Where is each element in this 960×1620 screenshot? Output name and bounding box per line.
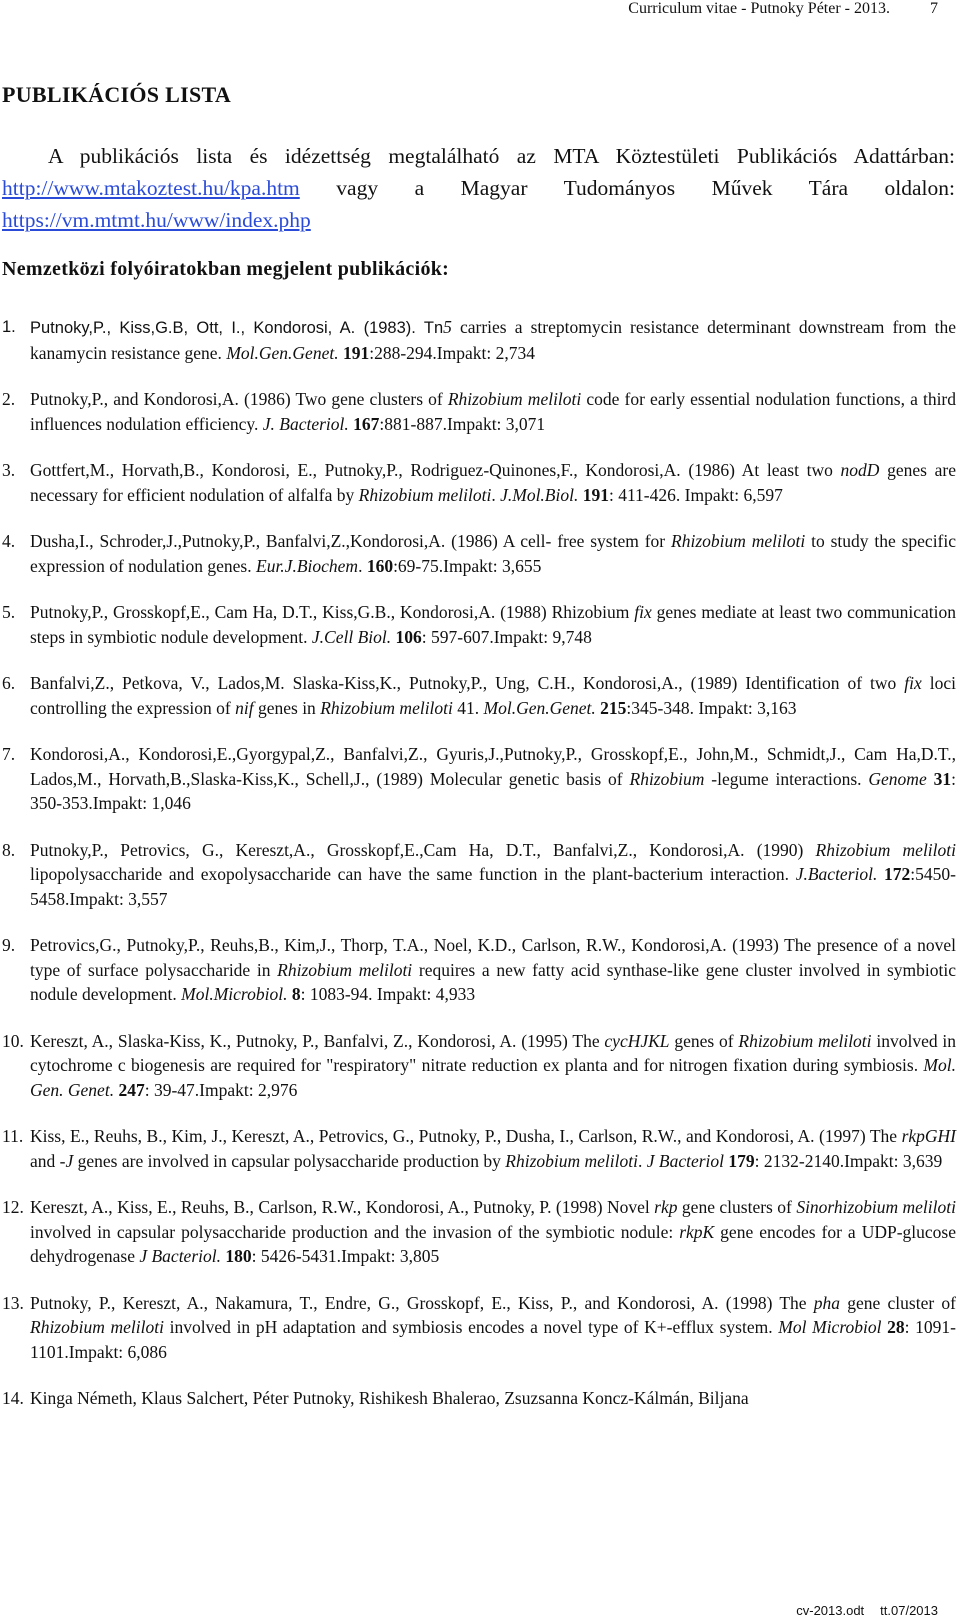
publication-authors: Putnoky,P., Kiss,G.B, Ott, I., Kondorosi, A. (1983). Tn: [30, 319, 444, 337]
publication-item: [2, 742, 956, 816]
publication-item: [2, 387, 956, 436]
gene-name: J: [65, 1150, 74, 1171]
impact-factor: Impakt: 2,976: [199, 1079, 298, 1100]
impact-factor: Impakt: 3,655: [443, 555, 542, 576]
organism-name: Rhizobium meliloti: [738, 1030, 872, 1051]
publication-title: genes are involved in capsular polysaccharide production by: [73, 1150, 506, 1171]
journal-pages: :288-294.: [369, 342, 437, 363]
journal-volume: 179: [728, 1150, 755, 1171]
publication-item: [2, 1029, 956, 1103]
publication-title: gene clusters of: [677, 1197, 797, 1217]
footer-date: tt.07/2013: [880, 1603, 938, 1618]
journal-pages: : 1091-1101.: [30, 1317, 956, 1362]
intro-paragraph: [2, 140, 955, 236]
journal-volume: 8: [291, 984, 301, 1004]
publication-item: [2, 1291, 956, 1365]
publication-authors: Kinga Németh, Klaus Salchert, Péter Putnoky, Rishikesh Bhalerao, Zsuzsanna Koncz-Kálmán, Biljana: [30, 1388, 749, 1408]
publication-authors: Kiss, E., Reuhs, B., Kim, J., Kereszt, A., Petrovics, G., Putnoky, P., Dusha, I., Carlson, R.W., and Kondorosi, A. (1997) The: [30, 1126, 902, 1146]
journal-name: Eur.J.Biochem: [256, 555, 359, 576]
publication-item: 3. Gottfert,M., Horvath,B., Kondorosi, E., Putnoky,P., Rodriguez-Quinones,F., Kondorosi,A. (1986) At least two nodD genes are necessary for efficient nodulation of alfalfa by Rhizobium meliloti. J.Mol.Biol. 191: 411-426. Impakt: 6,597: [2, 458, 956, 507]
publication-authors: Kereszt, A., Slaska-Kiss, K., Putnoky, P., Banfalvi, Z., Kondorosi, A. (1995) The: [30, 1030, 605, 1051]
publication-title: involved in capsular polysaccharide production and the invasion of the symbiotic nodule:: [30, 1221, 680, 1242]
journal-pages: : 597-607.: [421, 626, 494, 647]
publication-authors: Banfalvi,Z., Petkova, V., Lados,M. Slaska-Kiss,K., Putnoky,P., Ung, C.H., Kondorosi,A., (1989) Identification of two: [30, 673, 905, 693]
publication-number: 5.: [2, 602, 16, 622]
mtmt-link[interactable]: https://vm.mtmt.hu/www/index.php: [2, 208, 311, 232]
journal-pages: : 1083-94.: [300, 984, 373, 1004]
intro-text-2: vagy a Magyar Tudományos Művek Tára oldalon:: [299, 176, 955, 200]
organism-name: Rhizobium meliloti: [447, 389, 582, 409]
gene-name: fix: [904, 673, 922, 693]
publication-item: [2, 600, 956, 649]
journal-volume: 215: [600, 697, 627, 718]
impact-factor: Impakt: 4,933: [376, 984, 476, 1004]
page-number: 7: [930, 0, 938, 17]
publication-title: requires a new fatty acid synthase-like gene cluster involved in symbiotic nodule development.: [30, 959, 957, 1004]
gene-name: nif: [235, 697, 254, 718]
publication-authors: Putnoky, P., Kereszt, A., Nakamura, T., Endre, G., Grosskopf, E., Kiss, P., and Kondorosi, A. (1998) The: [30, 1292, 814, 1313]
journal-name: Mol.Microbiol.: [181, 984, 288, 1004]
publication-list: [2, 315, 956, 1411]
journal-name: Mol. Gen. Genet.: [30, 1055, 956, 1100]
impact-factor: Impakt: 1,046: [92, 793, 191, 813]
organism-name: Rhizobium meliloti: [815, 839, 956, 860]
gene-name: nodD: [840, 460, 880, 480]
publication-authors: Petrovics,G., Putnoky,P., Reuhs,B., Kim,J., Thorp, T.A., Noel, K.D., Carlson, R.W., Kondorosi,A. (1993) The presence of a novel type of surface polysaccharide in: [30, 935, 956, 980]
publication-item: 4. Dusha,I., Schroder,J.,Putnoky,P., Banfalvi,Z.,Kondorosi,A. (1986) A cell- free system for Rhizobium meliloti to study the specific expression of nodulation genes. Eur.J.Biochem. 160:69-75.Impakt: 3,655: [2, 529, 956, 578]
journal-name: J. Bacteriol.: [262, 413, 349, 434]
journal-pages: :881-887.: [379, 413, 447, 434]
impact-factor: Impakt: 6,597: [684, 484, 783, 505]
publication-title: 41.: [452, 697, 484, 718]
journal-pages: : 39-47.: [144, 1079, 200, 1100]
impact-factor: Impakt: 3,163: [698, 697, 797, 718]
publication-number: 8.: [2, 839, 16, 860]
journal-pages: : 411-426.: [608, 484, 681, 505]
publication-number: 12.: [2, 1197, 24, 1217]
gene-name: rkpGHI: [901, 1126, 956, 1146]
journal-pages: : 5426-5431.: [251, 1246, 342, 1266]
publication-number: 10.: [2, 1030, 24, 1051]
header-text: Curriculum vitae - Putnoky Péter - 2013.: [628, 0, 890, 17]
section-subtitle: Nemzetközi folyóiratokban megjelent publikációk:: [2, 258, 450, 280]
gene-name: fix: [634, 602, 652, 622]
journal-pages: :69-75.: [393, 555, 444, 576]
publication-title: gene cluster of: [840, 1292, 956, 1313]
publication-number: 11.: [2, 1126, 24, 1146]
intro-text-1: A publikációs lista és idézettség megtalálható az MTA Köztestületi Publikációs Adattárban:: [48, 144, 955, 168]
journal-name: Mol.Gen.Genet.: [226, 342, 339, 363]
journal-name: Mol Microbiol: [778, 1317, 882, 1337]
publication-item: [2, 671, 956, 720]
organism-name: Sinorhizobium meliloti: [796, 1197, 956, 1217]
publication-authors: Dusha,I., Schroder,J.,Putnoky,P., Banfalvi,Z.,Kondorosi,A. (1986) A cell- free system for: [30, 531, 672, 551]
publication-number: 2.: [2, 389, 16, 409]
publication-number: 3.: [2, 460, 16, 480]
gene-name: rkpK: [679, 1221, 715, 1242]
journal-pages: : 350-353.: [30, 768, 956, 813]
publication-number: 6.: [2, 673, 16, 693]
publication-authors: Kereszt, A., Kiss, E., Reuhs, B., Carlson, R.W., Kondorosi, A., Putnoky, P. (1998) Novel: [30, 1197, 655, 1217]
publication-number: 13.: [2, 1292, 24, 1313]
organism-name: Rhizobium meliloti: [505, 1150, 638, 1171]
publication-item: [2, 315, 956, 365]
organism-name: Rhizobium meliloti: [671, 531, 806, 551]
publication-item: [2, 1195, 956, 1269]
publication-title: genes in: [253, 697, 321, 718]
journal-volume: 31: [933, 768, 952, 789]
journal-volume: 160: [366, 555, 394, 576]
publication-title: genes mediate at least two communication steps in symbiotic nodule development.: [30, 602, 956, 647]
publication-title: and -: [30, 1150, 66, 1171]
organism-name: Rhizobium meliloti: [320, 697, 453, 718]
publication-title: genes are necessary for efficient nodulation of alfalfa by: [30, 460, 956, 505]
journal-name: J.Mol.Biol.: [500, 484, 579, 505]
page-title: PUBLIKÁCIÓS LISTA: [2, 82, 232, 107]
publication-number: 1.: [2, 318, 16, 336]
gene-name: rkp: [654, 1197, 678, 1217]
publication-authors: Kondorosi,A., Kondorosi,E.,Gyorgypal,Z., Banfalvi,Z., Gyuris,J.,Putnoky,P., Grosskopf,E., John,M., Schmidt,J., Cam Ha,D.T., Lados,M., Horvath,B.,Slaska-Kiss,K., Schell,J., (1989) Molecular genetic basis of: [30, 744, 956, 789]
journal-name: J.Bacteriol.: [795, 864, 878, 884]
footer-filename: cv-2013.odt: [796, 1603, 865, 1618]
gene-name: 5: [443, 317, 452, 337]
page-footer: [796, 1603, 938, 1618]
publication-item: [2, 1386, 956, 1411]
journal-volume: 28: [887, 1317, 905, 1337]
organism-name: Rhizobium meliloti: [358, 484, 492, 505]
publication-number: 7.: [2, 744, 16, 764]
publication-title: -legume interactions.: [704, 768, 869, 789]
publication-authors: Putnoky,P., Petrovics, G., Kereszt,A., Grosskopf,E.,Cam Ha, D.T., Banfalvi,Z., Kondorosi,A. (1990): [30, 839, 816, 860]
publication-number: 14.: [2, 1388, 24, 1408]
impact-factor: Impakt: 3,805: [341, 1246, 440, 1266]
gene-name: pha: [813, 1292, 841, 1313]
organism-name: Rhizobium: [629, 768, 705, 789]
journal-name: J Bacteriol.: [139, 1246, 221, 1266]
journal-volume: 180: [225, 1246, 252, 1266]
journal-volume: 106: [395, 626, 422, 647]
publication-title: loci controlling the expression of: [30, 673, 956, 718]
journal-name: Mol.Gen.Genet.: [483, 697, 596, 718]
journal-volume: 191: [582, 484, 609, 505]
impact-factor: Impakt: 3,071: [446, 413, 546, 434]
publication-title: lipopolysaccharide and exopolysaccharide can have the same function in the plant-bacterium interaction.: [30, 864, 796, 884]
journal-name: J.Cell Biol.: [311, 626, 392, 647]
journal-name: Genome: [868, 768, 927, 789]
impact-factor: Impakt: 3,557: [69, 888, 168, 909]
publication-title: to study the specific expression of nodulation genes.: [30, 531, 957, 576]
journal-volume: 167: [353, 413, 380, 434]
publication-authors: Putnoky,P., Grosskopf,E., Cam Ha, D.T., Kiss,G.B., Kondorosi,A. (1988) Rhizobium: [30, 602, 635, 622]
journal-volume: 247: [118, 1079, 145, 1100]
journal-volume: 172: [884, 864, 911, 884]
publication-title: involved in cytochrome c biogenesis are required for "respiratory" nitrate reduction ex planta and for nitrogen fixation during symbiosis.: [30, 1030, 957, 1075]
publication-item: [2, 838, 956, 912]
publication-title: code for early essential nodulation functions, a third influences nodulation efficiency.: [30, 389, 957, 434]
impact-factor: Impakt: 2,734: [436, 342, 535, 363]
publication-authors: Putnoky,P., and Kondorosi,A. (1986) Two gene clusters of: [30, 389, 448, 409]
publication-authors: Gottfert,M., Horvath,B., Kondorosi, E., Putnoky,P., Rodriguez-Quinones,F., Kondorosi,A. (1986) At least two: [30, 460, 841, 480]
organism-name: Rhizobium meliloti: [277, 959, 413, 980]
journal-volume: 191: [342, 342, 370, 363]
page-header: [628, 0, 938, 18]
gene-name: cycHJKL: [604, 1030, 670, 1051]
publication-item: [2, 933, 956, 1007]
publication-title: genes of: [669, 1030, 739, 1051]
publication-number: 9.: [2, 935, 16, 955]
kpa-link[interactable]: http://www.mtakoztest.hu/kpa.htm: [2, 176, 300, 200]
publication-item: 11. Kiss, E., Reuhs, B., Kim, J., Kereszt, A., Petrovics, G., Putnoky, P., Dusha, I., Carlson, R.W., and Kondorosi, A. (1997) The rkpGHI and -J genes are involved in capsular polysaccharide production by Rhizobium meliloti. J Bacteriol 179: 2132-2140.Impakt: 3,639: [2, 1124, 956, 1173]
journal-name: J Bacteriol: [646, 1150, 724, 1171]
journal-pages: : 2132-2140.: [754, 1150, 845, 1171]
publication-number: 4.: [2, 531, 16, 551]
impact-factor: Impakt: 9,748: [493, 626, 592, 647]
publication-title: gene encodes for a UDP-glucose dehydrogenase: [30, 1221, 956, 1266]
organism-name: Rhizobium meliloti: [30, 1317, 164, 1337]
publication-title: involved in pH adaptation and symbiosis encodes a novel type of K+-efflux system.: [164, 1317, 779, 1337]
journal-pages: :345-348.: [626, 697, 694, 718]
journal-pages: :5450-5458.: [30, 864, 956, 909]
impact-factor: Impakt: 6,086: [68, 1341, 167, 1362]
impact-factor: Impakt: 3,639: [844, 1150, 943, 1171]
publication-title: carries a streptomycin resistance determinant downstream from the kanamycin resistance gene.: [30, 317, 956, 363]
